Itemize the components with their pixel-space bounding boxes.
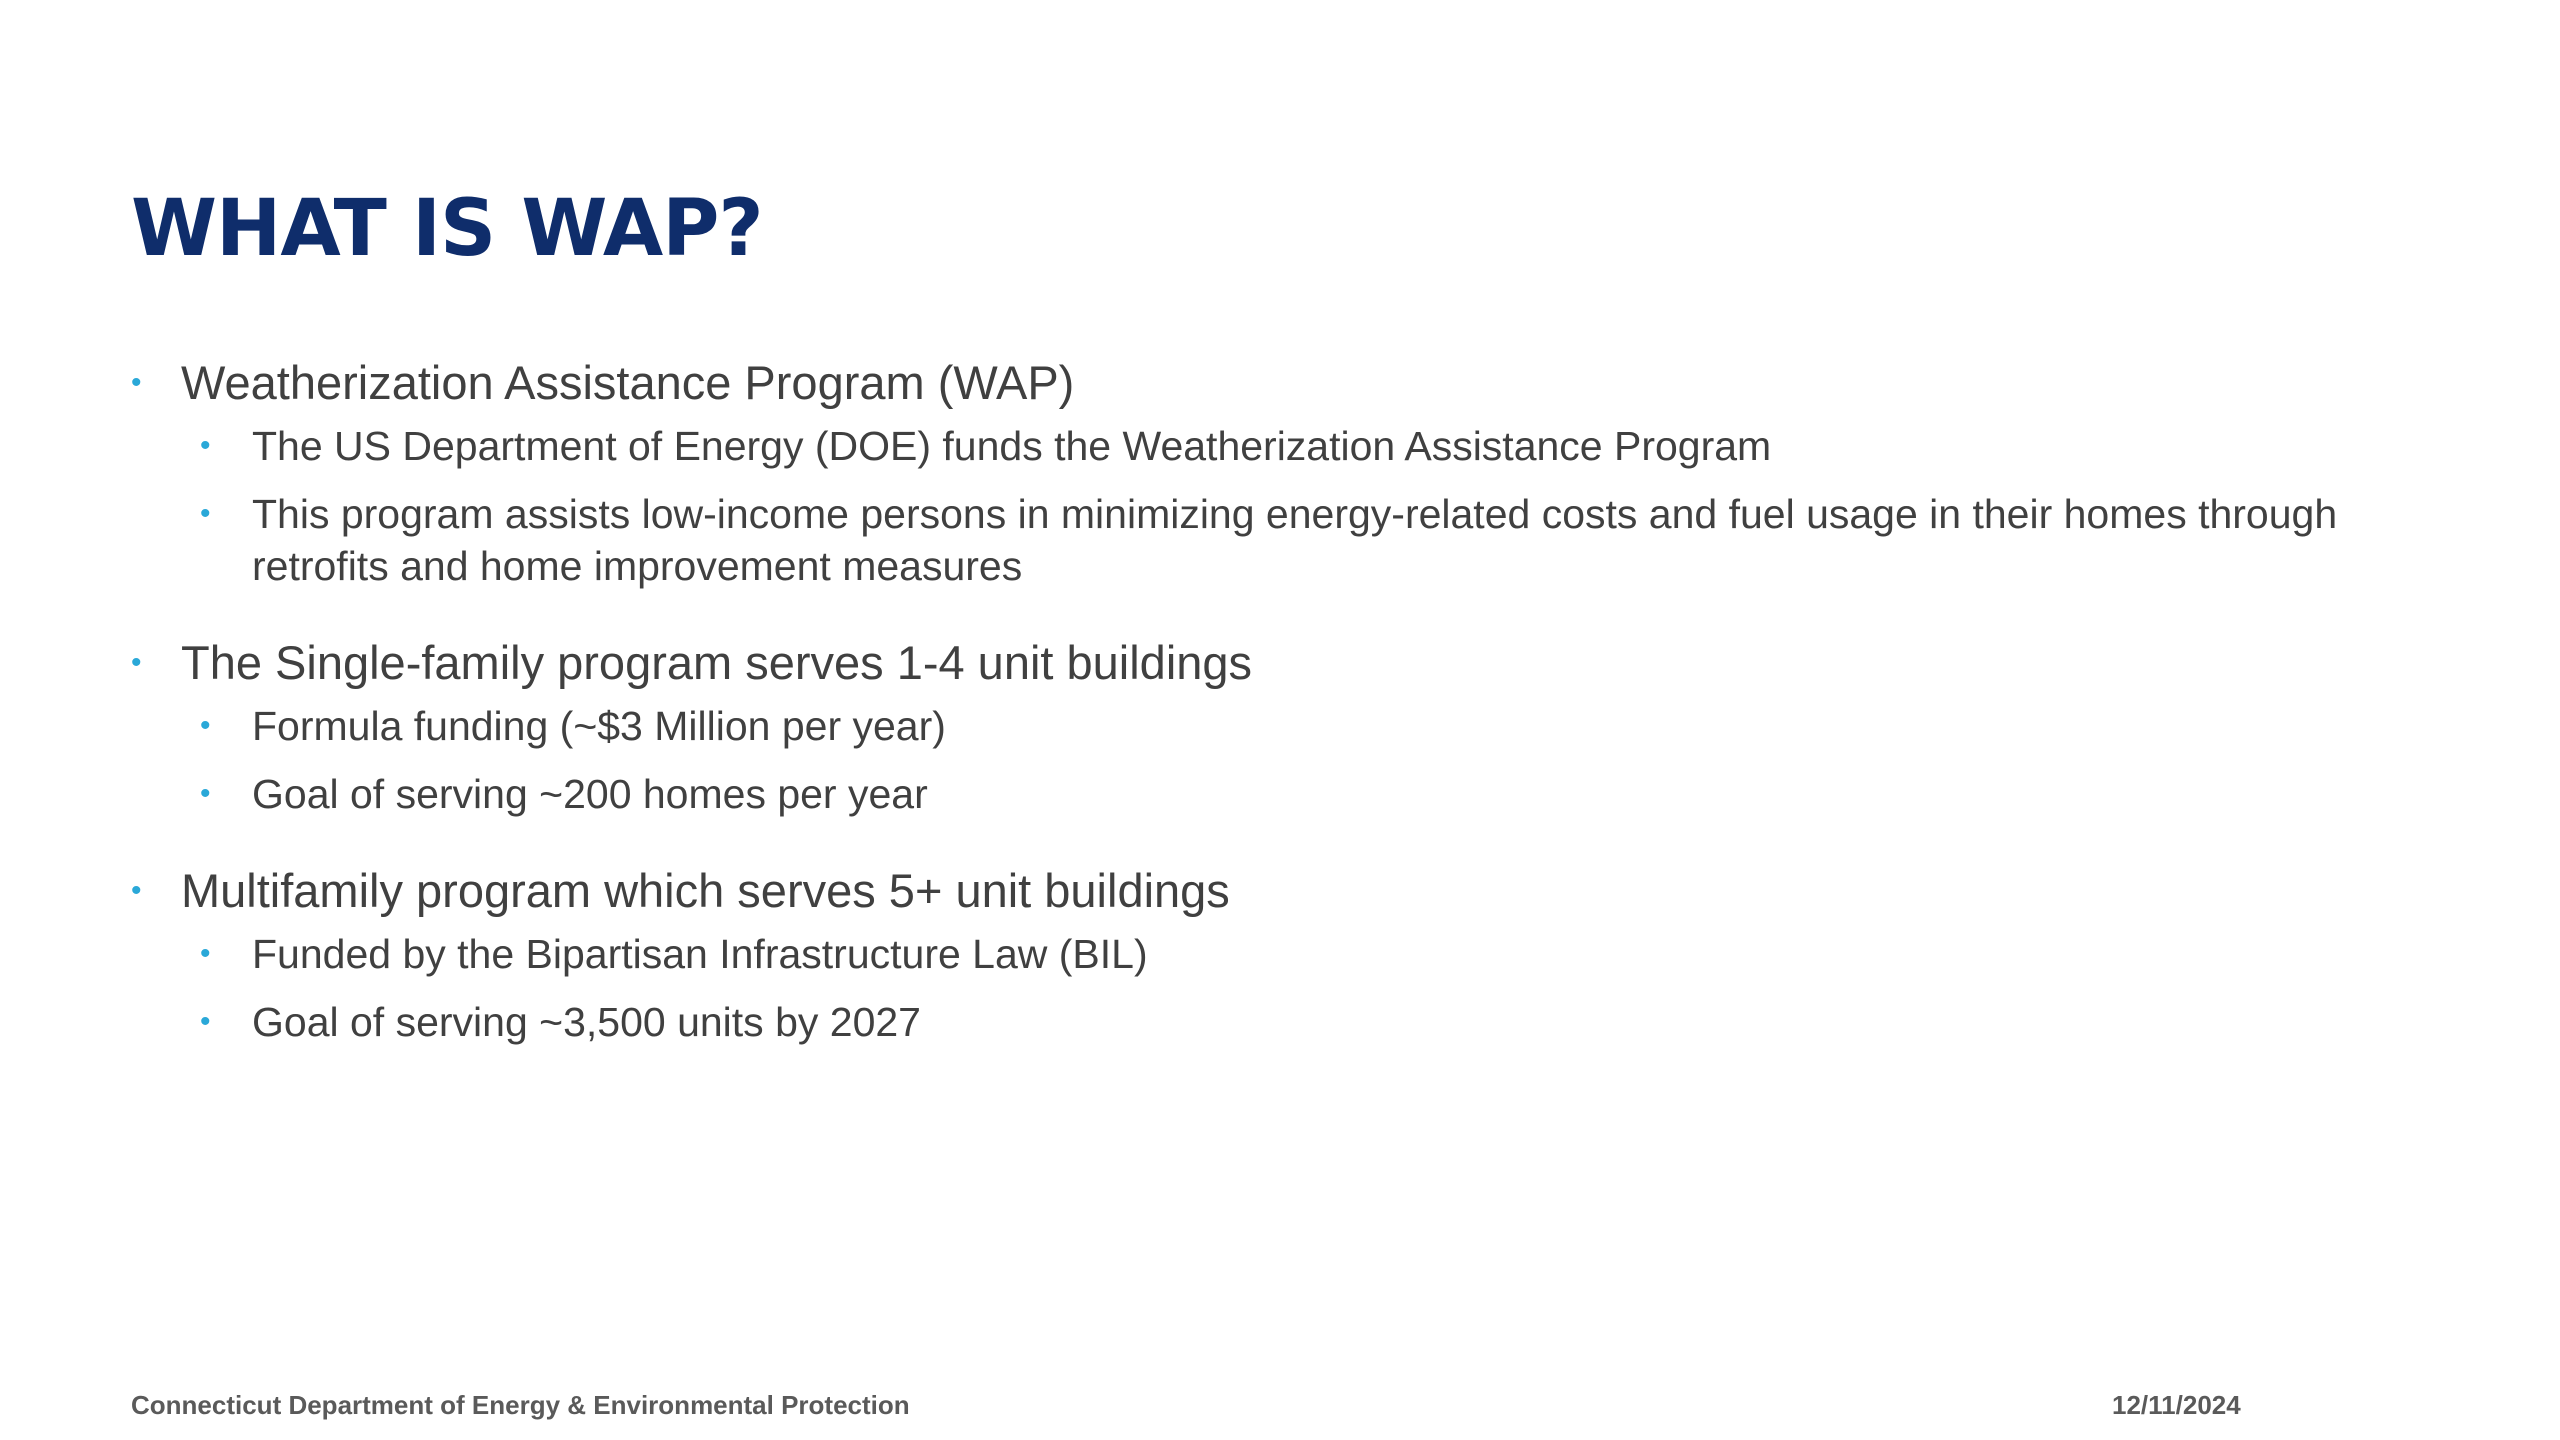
section-wap bbox=[131, 352, 2431, 592]
bullet-icon: • bbox=[200, 937, 211, 970]
sub-item-text: The US Department of Energy (DOE) funds the Weatherization Assistance Program bbox=[252, 423, 1772, 469]
bullet-list bbox=[131, 352, 2431, 1088]
bullet-icon: • bbox=[200, 709, 211, 742]
bullet-icon: • bbox=[200, 497, 211, 530]
bullet-icon: • bbox=[200, 429, 211, 462]
section-heading: The Single-family program serves 1-4 unit buildings bbox=[181, 636, 1253, 689]
sub-item-text: Goal of serving ~3,500 units by 2027 bbox=[252, 999, 921, 1045]
section-heading: Multifamily program which serves 5+ unit buildings bbox=[181, 864, 1230, 917]
sub-item-text: Goal of serving ~200 homes per year bbox=[252, 771, 928, 817]
bullet-icon: • bbox=[200, 1005, 211, 1038]
sub-list-item bbox=[131, 488, 2431, 592]
footer-organization: Connecticut Department of Energy & Environmental Protection bbox=[131, 1390, 910, 1420]
sub-list-item bbox=[131, 928, 2431, 980]
sub-list-item bbox=[131, 768, 2431, 820]
list-item bbox=[131, 632, 2431, 694]
list-item bbox=[131, 860, 2431, 922]
sub-item-text: This program assists low-income persons in minimizing energy-related costs and fuel usage in their homes through retrofits and home improvement measures bbox=[252, 491, 2338, 589]
slide-title: WHAT IS WAP? bbox=[131, 184, 763, 274]
bullet-icon: • bbox=[131, 874, 142, 907]
sub-item-text: Formula funding (~$3 Million per year) bbox=[252, 703, 946, 749]
bullet-icon: • bbox=[200, 777, 211, 810]
section-multifamily bbox=[131, 860, 2431, 1048]
sub-list-item bbox=[131, 700, 2431, 752]
bullet-icon: • bbox=[131, 366, 142, 399]
sub-item-text: Funded by the Bipartisan Infrastructure Law (BIL) bbox=[252, 931, 1148, 977]
list-item bbox=[131, 352, 2431, 414]
sub-list-item bbox=[131, 420, 2431, 472]
section-single-family bbox=[131, 632, 2431, 820]
sub-list-item bbox=[131, 996, 2431, 1048]
bullet-icon: • bbox=[131, 646, 142, 679]
footer-date: 12/11/2024 bbox=[2112, 1390, 2241, 1420]
section-heading: Weatherization Assistance Program (WAP) bbox=[181, 356, 1075, 409]
